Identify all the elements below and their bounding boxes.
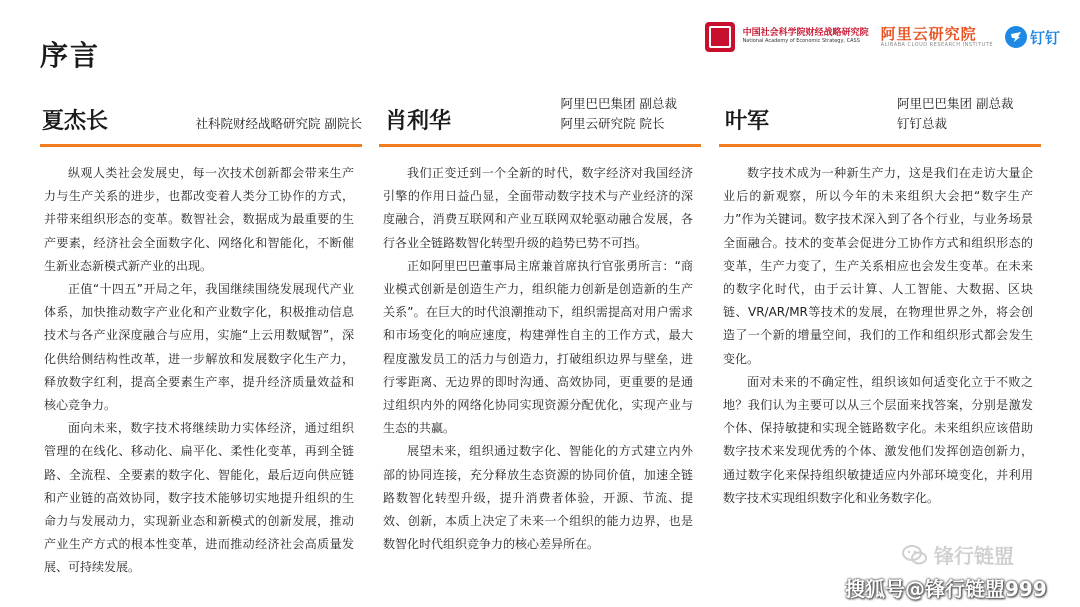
author-role (897, 94, 1041, 134)
author-column-3 (719, 92, 1041, 510)
paragraph: 面向未来，数字技术将继续助力实体经济，通过组织管理的在线化、移动化、扁平化、柔性化变革，再到全链路、全流程、全要素的数字化、智能化，最后迈向供应链和产业链的高效协同，数字技术能够切实地提升组织的生命力与发展动力，实现新业态和新模式的创新发展，推动产业生产方式的根本性变革，进而推动经济社会高质量发展、可持续发展。 (44, 421, 354, 575)
author-statement (719, 147, 1041, 510)
paragraph: 我们正变迁到一个全新的时代，数字经济对我国经济引擎的作用日益凸显，全面带动数字技术与产业经济的深度融合，消费互联网和产业互联网双轮驱动融合发展，各行各业全链路数智化转型升级的趋势已势不可挡。 (383, 166, 693, 250)
author-role-line: 阿里巴巴集团 副总裁 (560, 96, 677, 111)
cass-name-en: National Academy of Economic Strategy, CASS (742, 38, 860, 45)
aliyun-research-name-cn: 阿里云研究院 (880, 25, 977, 43)
author-role-line: 阿里巴巴集团 副总裁 (897, 96, 1014, 111)
cass-seal-logo (705, 22, 735, 52)
wechat-watermark-text: 锋行链盟 (934, 544, 1014, 568)
cass-name-cn: 中国社会科学院财经战略研究院 (742, 28, 869, 39)
author-role-line: 社科院财经战略研究院 副院长 (195, 116, 362, 131)
paragraph: 正如阿里巴巴董事局主席兼首席执行官张勇所言：“商业模式创新是创造生产力，组织能力创新是创造新的生产关系”。在巨大的时代浪潮推动下，组织需提高对用户需求和市场变化的响应速度，构建弹性自主的工作方式，最大程度激发员工的活力与创造力，打破组织边界与壁垒，进行零距离、无边界的即时沟通、高效协同，更重要的是通过组织内外的网络化协同实现资源分配优化，实现产业与生态的共赢。 (383, 258, 693, 436)
author-column-1 (40, 92, 362, 580)
author-statement (40, 147, 362, 580)
sohu-watermark: 搜狐号@锋行链盟999 (845, 577, 1047, 601)
wechat-watermark (902, 540, 1014, 569)
logo-bar (705, 22, 1060, 52)
paragraph: 面对未来的不确定性，组织该如何适变化立于不败之地？我们认为主要可以从三个层面来找答案，分别是激发个体、保持敏捷和实现全链路数字化。未来组织应该借助数字技术来发现优秀的个体、激发他们发挥创造创新力，通过数字化来保持组织敏捷适应内外部环境变化，并利用数字技术实现组织数字化和业务数字化。 (723, 374, 1033, 505)
paragraph: 数字技术成为一种新生产力，这是我们在走访大量企业后的新观察，所以今年的未来组织大会把“数字生产力”作为关键词。数字技术深入到了各个行业，与业务场景全面融合。技术的变革会促进分工协作方式和组织形态的变革，生产力变了，生产关系相应也会发生变革。在未来的数字化时代，由于云计算、人工智能、大数据、区块链、VR/AR/MR等技术的发展，在物理世界之外，将会创造了一个新的增量空间，我们的工作和组织形式都会发生变化。 (723, 166, 1033, 366)
dingtalk-name: 钉钉 (1029, 28, 1060, 47)
dingtalk-logo (1005, 26, 1060, 48)
author-name: 夏杰长 (42, 109, 109, 134)
author-role (561, 94, 677, 134)
cass-logo-text (743, 29, 869, 44)
dingtalk-wing-icon (1005, 26, 1027, 48)
author-header (40, 92, 362, 147)
author-statement (379, 147, 701, 556)
author-header (719, 92, 1041, 147)
paragraph: 展望未来，组织通过数字化、智能化的方式建立内外部的协同连接，充分释放生态资源的协同价值，加速全链路数智化转型升级，提升消费者体验，开源、节流、提效、创新，本质上决定了未来一个组织的能力边界，也是数智化时代组织竞争力的核心差异所在。 (383, 444, 693, 552)
wechat-icon (902, 544, 928, 566)
author-role (196, 114, 362, 134)
author-role-line: 钉钉总裁 (897, 116, 948, 131)
author-name: 肖利华 (385, 109, 452, 134)
paragraph: 正值“十四五”开局之年，我国继续围绕发展现代产业体系，加快推动数字产业化和产业数字化，积极推动信息技术与各产业深度融合与应用，实施“上云用数赋智”，深化供给侧结构性改革，进一步解放和发展数字化生产力，释放数字红利，提高全要素生产率，提升经济质量效益和核心竞争力。 (44, 282, 354, 413)
author-header (379, 92, 701, 147)
aliyun-research-name-en: ALIBABA CLOUD RESEARCH INSTITUTE (880, 41, 993, 48)
aliyun-research-logo (881, 26, 993, 48)
author-column-2 (379, 92, 701, 556)
author-name: 叶军 (725, 109, 770, 134)
paragraph: 纵观人类社会发展史，每一次技术创新都会带来生产力与生产关系的进步，也都改变着人类分工协作的方式，并带来组织形态的变革。数智社会，数据成为最重要的生产要素，经济社会全面数字化、网络化和智能化，不断催生新业态新模式新产业的出现。 (44, 166, 354, 273)
author-role-line: 阿里云研究院 院长 (560, 116, 665, 131)
page-title: 序言 (40, 39, 101, 72)
